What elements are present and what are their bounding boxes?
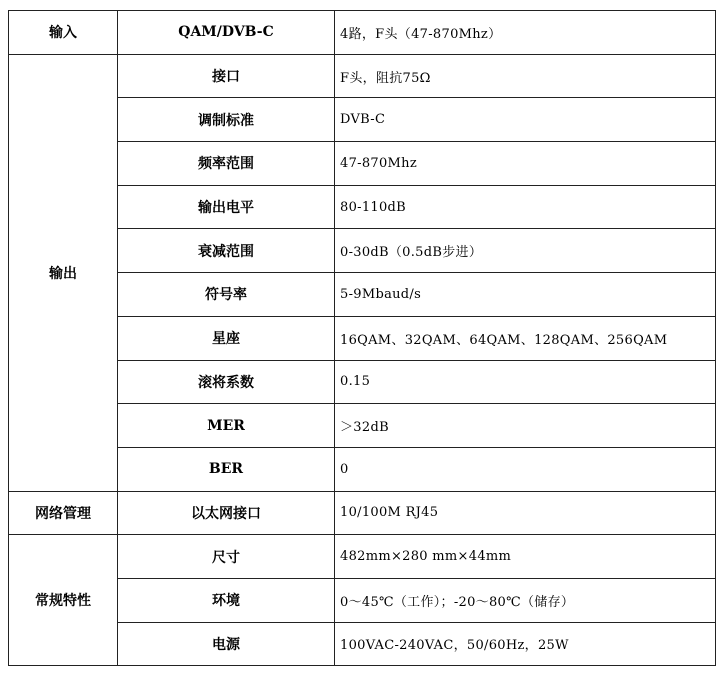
category-cell-network: 网络管理: [9, 491, 118, 535]
value-cell: 0.15: [335, 360, 716, 404]
param-cell: 尺寸: [118, 535, 335, 579]
value-cell: 482mm×280 mm×44mm: [335, 535, 716, 579]
param-cell: 输出电平: [118, 185, 335, 229]
param-cell: 接口: [118, 54, 335, 98]
value-cell: 80-110dB: [335, 185, 716, 229]
param-cell: 衰减范围: [118, 229, 335, 273]
table-row: [9, 54, 716, 98]
table-row: [9, 535, 716, 579]
param-cell: 环境: [118, 578, 335, 622]
param-cell: 调制标准: [118, 98, 335, 142]
value-cell: 0-30dB（0.5dB步进）: [335, 229, 716, 273]
value-cell: 10/100M RJ45: [335, 491, 716, 535]
value-cell: 47-870Mhz: [335, 142, 716, 186]
param-cell: MER: [118, 404, 335, 448]
param-cell: BER: [118, 447, 335, 491]
param-cell: 滚将系数: [118, 360, 335, 404]
value-cell: DVB-C: [335, 98, 716, 142]
spec-table-body: [9, 11, 716, 666]
value-cell: ＞32dB: [335, 404, 716, 448]
category-cell-input: 输入: [9, 11, 118, 55]
value-cell: 100VAC-240VAC，50/60Hz，25W: [335, 622, 716, 666]
param-cell: 电源: [118, 622, 335, 666]
table-row: [9, 491, 716, 535]
value-cell: 0: [335, 447, 716, 491]
category-cell-general: 常规特性: [9, 535, 118, 666]
value-cell: F头，阻抗75Ω: [335, 54, 716, 98]
table-row: [9, 11, 716, 55]
param-cell: 以太网接口: [118, 491, 335, 535]
param-cell: 星座: [118, 316, 335, 360]
category-cell-output: 输出: [9, 54, 118, 491]
value-cell: 4路，F头（47-870Mhz）: [335, 11, 716, 55]
value-cell: 5-9Mbaud/s: [335, 273, 716, 317]
param-cell: 符号率: [118, 273, 335, 317]
value-cell: 0～45℃（工作）；-20～80℃（储存）: [335, 578, 716, 622]
param-cell: QAM/DVB-C: [118, 11, 335, 55]
param-cell: 频率范围: [118, 142, 335, 186]
spec-table: [8, 10, 716, 666]
value-cell: 16QAM、32QAM、64QAM、128QAM、256QAM: [335, 316, 716, 360]
